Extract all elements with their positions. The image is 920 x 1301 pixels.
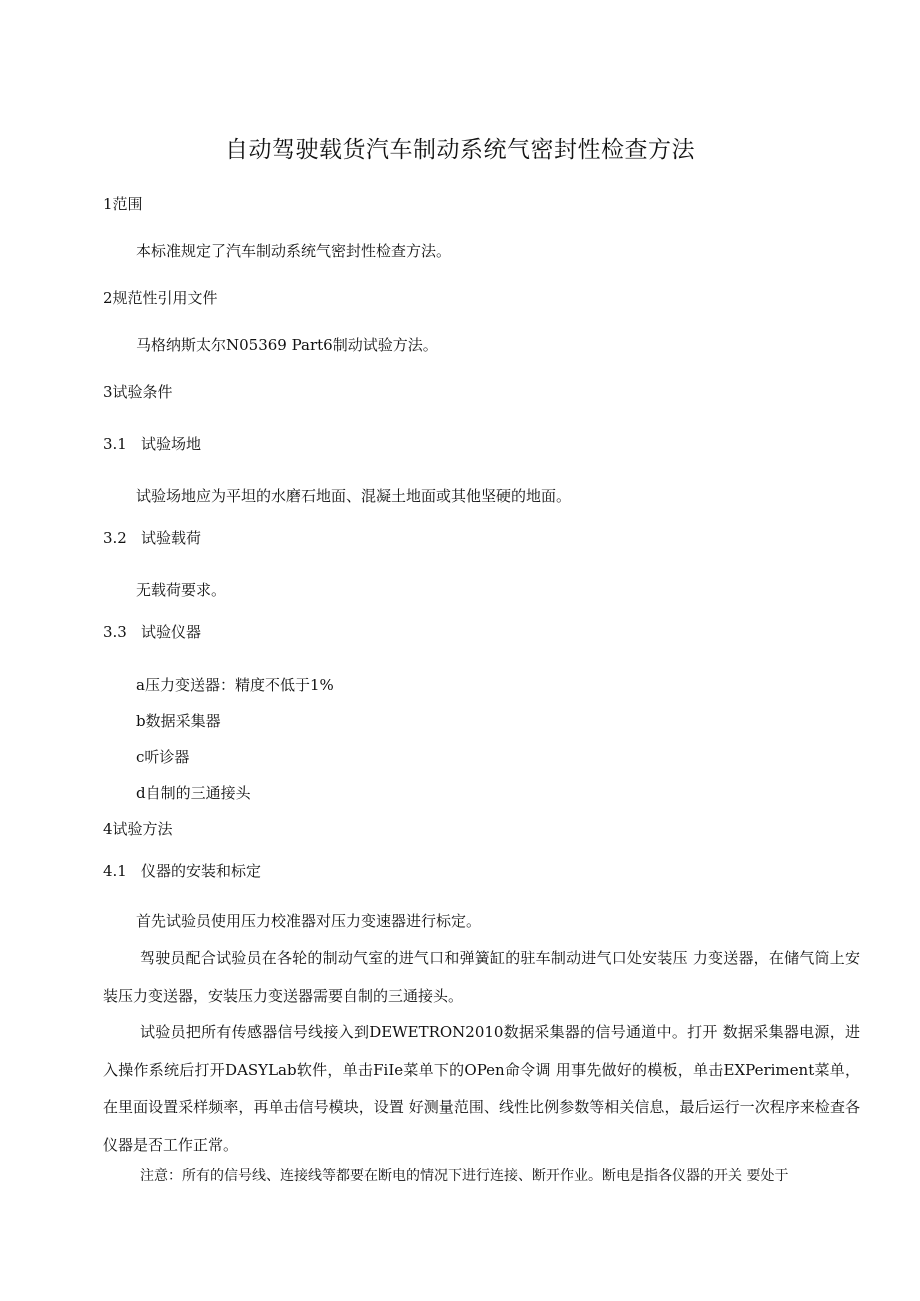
list-item: a压力变送器：精度不低于1% <box>136 676 334 694</box>
section-3-3-heading <box>103 622 201 642</box>
section-3-1-label: 试验场地 <box>141 435 202 453</box>
section-3-3-number: 3.3 <box>103 623 127 641</box>
section-1-heading: 1范围 <box>103 195 143 213</box>
list-item: c听诊器 <box>136 748 190 766</box>
section-3-2-label: 试验载荷 <box>141 529 202 547</box>
section-2-heading: 2规范性引用文件 <box>103 289 218 307</box>
section-2-body: 马格纳斯太尔N05369 Part6制动试验方法。 <box>136 336 438 354</box>
document-title: 自动驾驶载货汽车制动系统气密封性检查方法 <box>225 137 695 163</box>
section-3-2-number: 3.2 <box>103 529 127 547</box>
section-4-1-number: 4.1 <box>103 862 127 880</box>
paragraph-1: 首先试验员使用压力校准器对压力变速器进行标定。 <box>136 912 482 930</box>
paragraph-2: 驾驶员配合试验员在各轮的制动气室的进气口和弹簧缸的驻车制动进气口处安装压 力变送器，在储气筒上安装压力变送器，安装压力变送器需要自制的三通接头。 <box>103 949 860 1005</box>
paragraph-4: 注意：所有的信号线、连接线等都要在断电的情况下进行连接、断开作业。断电是指各仪器的开关 要处于 <box>140 1168 789 1184</box>
list-item: b数据采集器 <box>136 712 221 730</box>
section-4-1-label: 仪器的安装和标定 <box>141 862 262 880</box>
section-3-1-number: 3.1 <box>103 435 127 453</box>
section-1-body: 本标准规定了汽车制动系统气密封性检查方法。 <box>136 242 452 260</box>
section-3-1-heading <box>103 434 201 454</box>
section-3-2-heading <box>103 528 201 548</box>
paragraph-3: 试验员把所有传感器信号线接入到DEWETRON2010数据采集器的信号通道中。打开 数据采集器电源，进入操作系统后打开DASYLab软件，单击FiIe菜单下的OPen命令调 用事先做好的模板，单击EXPeriment菜单，在里面设置采样频率，再单击信号模块，设置 好测量范围、线性比例参数等相关信息，最后运行一次程序来检查各仪器是否工作正常。 <box>103 1023 860 1154</box>
section-3-2-body: 无载荷要求。 <box>136 581 227 599</box>
section-3-1-body: 试验场地应为平坦的水磨石地面、混凝土地面或其他坚硬的地面。 <box>136 487 572 505</box>
section-3-3-label: 试验仪器 <box>141 623 202 641</box>
list-item: d自制的三通接头 <box>136 784 251 802</box>
section-4-heading: 4试验方法 <box>103 820 173 838</box>
section-3-heading: 3试验条件 <box>103 383 173 401</box>
section-4-1-heading <box>103 861 261 881</box>
